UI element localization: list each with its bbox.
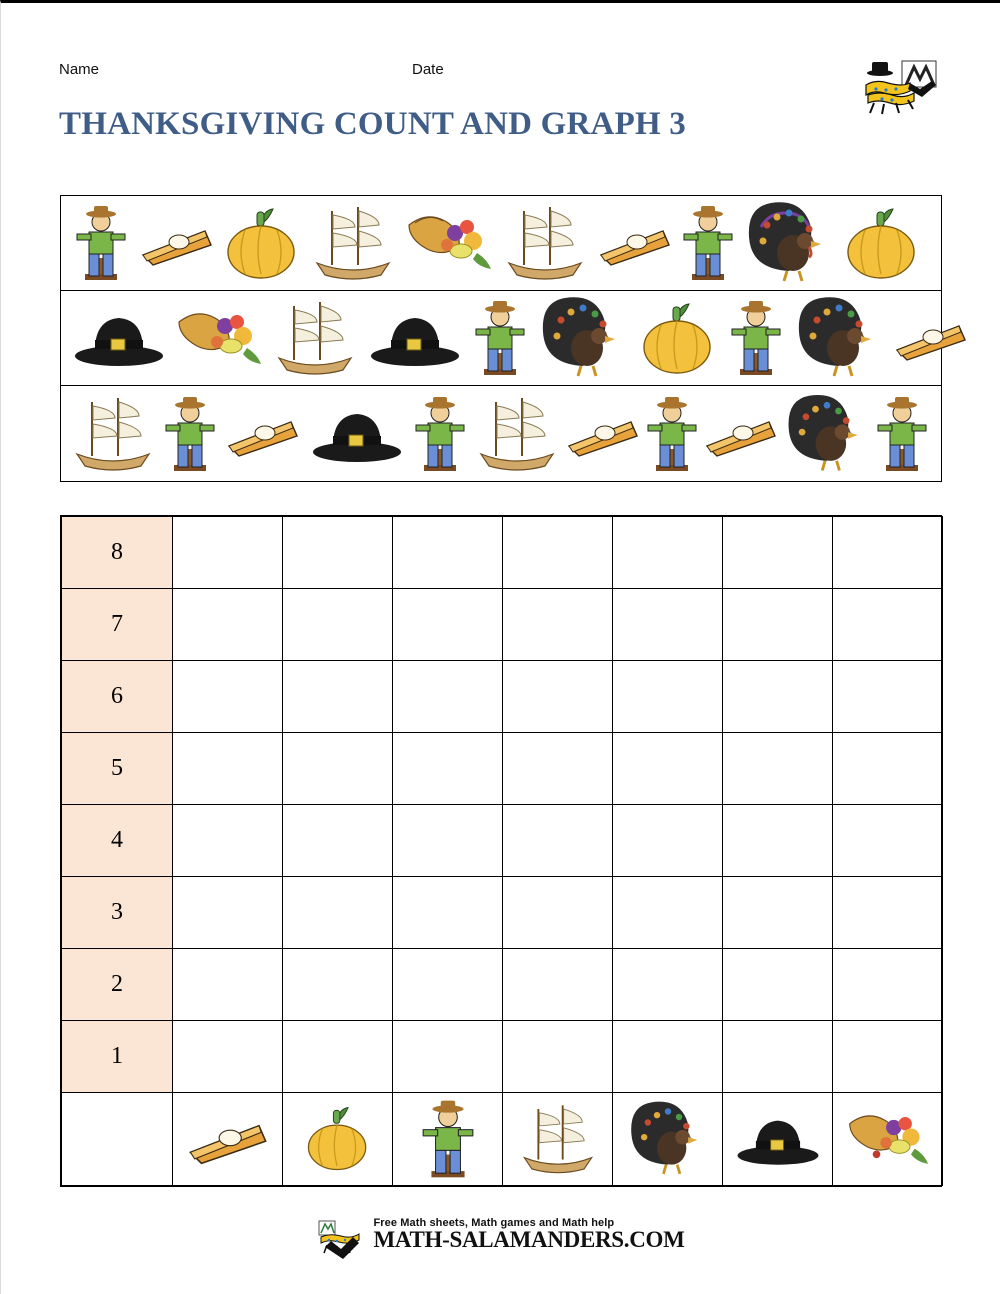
graph-cell[interactable] [393, 949, 503, 1021]
scarecrow-icon [643, 390, 701, 478]
graph-cell[interactable] [613, 949, 723, 1021]
graph-cell[interactable] [613, 589, 723, 661]
graph-cell[interactable] [613, 805, 723, 877]
mayflower-ship-icon [305, 199, 401, 287]
graph-cell[interactable] [503, 733, 613, 805]
cornucopia-icon [833, 1094, 942, 1184]
graph-cell[interactable] [723, 733, 833, 805]
graph-cell[interactable] [613, 661, 723, 733]
graph-cell[interactable] [833, 805, 943, 877]
graph-cell[interactable] [173, 661, 283, 733]
graph-cell[interactable] [503, 517, 613, 589]
category-cell-turkey [613, 1093, 723, 1186]
graph-row [62, 877, 943, 949]
name-label: Name [59, 61, 100, 78]
turkey-icon [789, 294, 889, 382]
graph-row [62, 805, 943, 877]
cornucopia-icon [401, 199, 497, 287]
strip-row [61, 291, 941, 386]
graph-row [62, 1021, 943, 1093]
footer [1, 1217, 1000, 1253]
scarecrow-icon [159, 390, 221, 478]
graph-cell[interactable] [283, 661, 393, 733]
graph-cell[interactable] [723, 517, 833, 589]
graph-cell[interactable] [283, 589, 393, 661]
graph-cell[interactable] [173, 805, 283, 877]
graph-cell[interactable] [723, 1021, 833, 1093]
y-axis-tick: 4 [62, 805, 173, 877]
graph-cell[interactable] [723, 877, 833, 949]
pilgrim-hat-icon [67, 294, 171, 382]
graph-cell[interactable] [283, 877, 393, 949]
mayflower-ship-icon [267, 294, 363, 382]
pumpkin-pie-icon [889, 294, 973, 382]
graph-cell[interactable] [393, 733, 503, 805]
pumpkin-pie-icon [221, 390, 305, 478]
graph-cell[interactable] [173, 517, 283, 589]
graph-cell[interactable] [503, 877, 613, 949]
pilgrim-hat-icon [723, 1094, 832, 1184]
pumpkin-pie-icon [593, 199, 677, 287]
graph-cell[interactable] [283, 733, 393, 805]
mayflower-ship-icon [497, 199, 593, 287]
graph-cell[interactable] [503, 661, 613, 733]
graph-cell[interactable] [503, 805, 613, 877]
category-row [62, 1093, 943, 1186]
page-title: THANKSGIVING COUNT AND GRAPH 3 [59, 106, 686, 142]
graph-cell[interactable] [283, 805, 393, 877]
scarecrow-icon [677, 199, 739, 287]
graph-cell[interactable] [833, 1021, 943, 1093]
category-cell-scarecrow [393, 1093, 503, 1186]
scarecrow-icon [67, 199, 135, 287]
pumpkin-pie-icon [135, 199, 219, 287]
axis-corner-cell [62, 1093, 173, 1186]
graph-row [62, 733, 943, 805]
pumpkin-icon [283, 1094, 392, 1184]
graph-cell[interactable] [723, 589, 833, 661]
graph-cell[interactable] [503, 589, 613, 661]
graph-cell[interactable] [283, 1021, 393, 1093]
math-salamanders-logo-icon [858, 59, 942, 121]
graph-cell[interactable] [833, 517, 943, 589]
graph-row [62, 517, 943, 589]
graph-cell[interactable] [503, 1021, 613, 1093]
picture-strip [60, 195, 942, 482]
y-axis-tick: 3 [62, 877, 173, 949]
turkey-icon [739, 199, 839, 287]
cornucopia-icon [171, 294, 267, 382]
scarecrow-icon [873, 390, 931, 478]
graph-cell[interactable] [723, 661, 833, 733]
graph-cell[interactable] [613, 517, 723, 589]
y-axis-tick: 1 [62, 1021, 173, 1093]
graph-cell[interactable] [393, 805, 503, 877]
category-cell-mayflower-ship [503, 1093, 613, 1186]
pumpkin-pie-icon [701, 390, 781, 478]
scarecrow-icon [409, 390, 471, 478]
graph-table [61, 516, 943, 1186]
header [59, 61, 943, 85]
graph-cell[interactable] [173, 589, 283, 661]
scarecrow-icon [393, 1094, 502, 1184]
strip-row [61, 196, 941, 291]
category-cell-pumpkin [283, 1093, 393, 1186]
graph-cell[interactable] [833, 733, 943, 805]
graph-cell[interactable] [283, 949, 393, 1021]
graph-row [62, 661, 943, 733]
category-cell-cornucopia [833, 1093, 943, 1186]
math-salamanders-footer-logo-icon [317, 1219, 369, 1263]
graph-cell[interactable] [173, 1021, 283, 1093]
date-label: Date [412, 61, 444, 78]
graph-cell[interactable] [613, 733, 723, 805]
turkey-icon [613, 1094, 722, 1184]
pumpkin-icon [219, 199, 305, 287]
pilgrim-hat-icon [363, 294, 467, 382]
graph-row [62, 589, 943, 661]
graph-cell[interactable] [613, 877, 723, 949]
graph-cell[interactable] [723, 949, 833, 1021]
pumpkin-pie-icon [563, 390, 643, 478]
category-cell-pumpkin-pie [173, 1093, 283, 1186]
turkey-icon [781, 390, 873, 478]
graph-row [62, 949, 943, 1021]
y-axis-tick: 7 [62, 589, 173, 661]
graph-cell[interactable] [393, 661, 503, 733]
graph-cell[interactable] [833, 589, 943, 661]
pilgrim-hat-icon [305, 390, 409, 478]
bar-graph-grid [60, 515, 942, 1187]
graph-cell[interactable] [723, 805, 833, 877]
graph-cell[interactable] [173, 877, 283, 949]
graph-cell[interactable] [283, 517, 393, 589]
graph-cell[interactable] [503, 949, 613, 1021]
graph-cell[interactable] [173, 949, 283, 1021]
mayflower-ship-icon [67, 390, 159, 478]
graph-cell[interactable] [173, 733, 283, 805]
pumpkin-icon [633, 294, 723, 382]
graph-cell[interactable] [393, 517, 503, 589]
mayflower-ship-icon [471, 390, 563, 478]
y-axis-tick: 5 [62, 733, 173, 805]
graph-cell[interactable] [613, 1021, 723, 1093]
scarecrow-icon [467, 294, 533, 382]
graph-cell[interactable] [833, 877, 943, 949]
y-axis-tick: 2 [62, 949, 173, 1021]
graph-cell[interactable] [393, 589, 503, 661]
turkey-icon [533, 294, 633, 382]
y-axis-tick: 8 [62, 517, 173, 589]
footer-tagline: Free Math sheets, Math games and Math help [373, 1217, 615, 1229]
graph-cell[interactable] [393, 877, 503, 949]
mayflower-ship-icon [503, 1094, 612, 1184]
graph-cell[interactable] [833, 661, 943, 733]
scarecrow-icon [723, 294, 789, 382]
y-axis-tick: 6 [62, 661, 173, 733]
footer-url[interactable]: MATH-SALAMANDERS.COM [373, 1227, 685, 1252]
category-cell-pilgrim-hat [723, 1093, 833, 1186]
pumpkin-pie-icon [173, 1094, 282, 1184]
strip-row [61, 386, 941, 481]
graph-cell[interactable] [393, 1021, 503, 1093]
graph-cell[interactable] [833, 949, 943, 1021]
pumpkin-icon [839, 199, 925, 287]
